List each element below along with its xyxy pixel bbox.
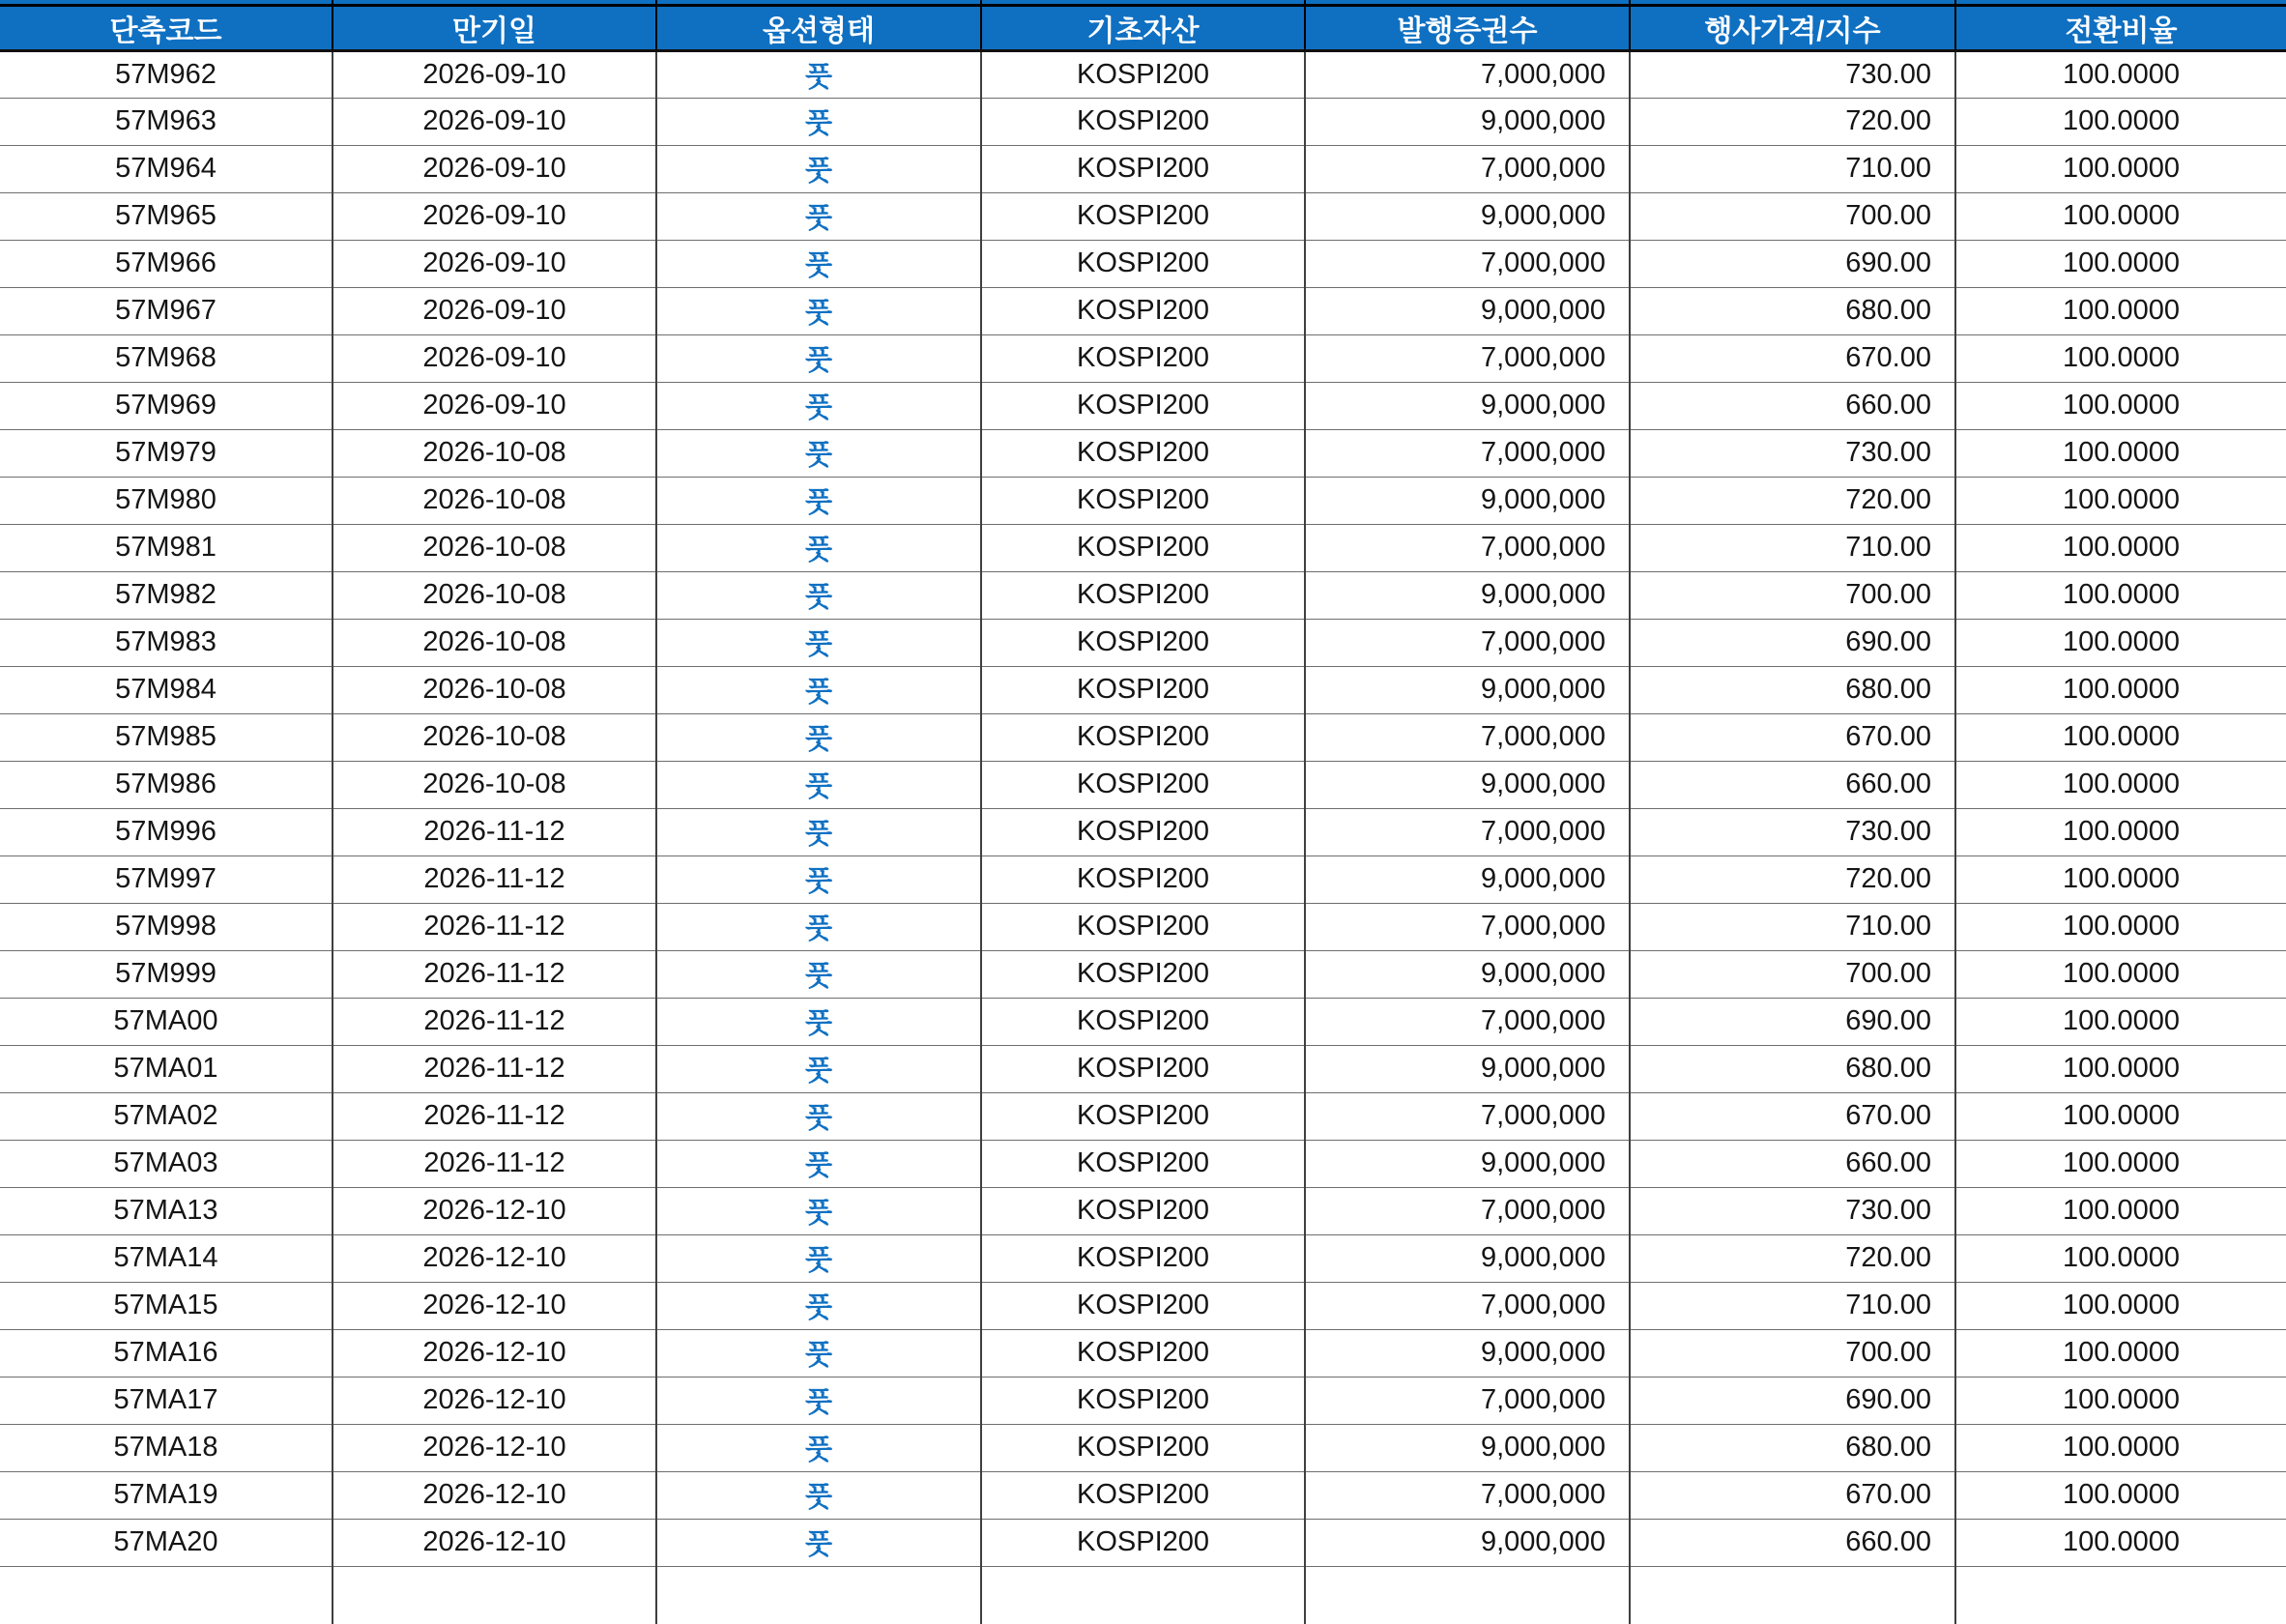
cell-code: 57M986	[0, 761, 333, 808]
table-row[interactable]	[0, 571, 2286, 619]
cell-code: 57MA14	[0, 1234, 333, 1282]
table-header-row	[0, 5, 2286, 50]
col-header-option-type: 옵션형태	[656, 5, 981, 50]
empty-cell	[981, 1566, 1305, 1624]
col-header-issued: 발행증권수	[1305, 5, 1630, 50]
cell-ratio: 100.0000	[1955, 950, 2286, 998]
table-row[interactable]	[0, 477, 2286, 524]
cell-strike: 720.00	[1630, 856, 1955, 903]
cell-strike: 730.00	[1630, 808, 1955, 856]
table-row[interactable]	[0, 1092, 2286, 1140]
table-row[interactable]	[0, 903, 2286, 950]
cell-underlying: KOSPI200	[981, 1140, 1305, 1187]
cell-code: 57M982	[0, 571, 333, 619]
table-row[interactable]	[0, 1234, 2286, 1282]
cell-code: 57MA18	[0, 1424, 333, 1471]
cell-ratio: 100.0000	[1955, 287, 2286, 334]
cell-code: 57M968	[0, 334, 333, 382]
cell-code: 57M980	[0, 477, 333, 524]
cell-maturity: 2026-09-10	[333, 145, 656, 192]
cell-issued: 7,000,000	[1305, 808, 1630, 856]
cell-issued: 9,000,000	[1305, 950, 1630, 998]
cell-underlying: KOSPI200	[981, 666, 1305, 713]
table-row[interactable]	[0, 950, 2286, 998]
empty-table-row	[0, 1566, 2286, 1624]
table-row[interactable]	[0, 50, 2286, 98]
cell-issued: 7,000,000	[1305, 145, 1630, 192]
cell-code: 57M962	[0, 50, 333, 98]
cell-ratio: 100.0000	[1955, 619, 2286, 666]
cell-underlying: KOSPI200	[981, 1471, 1305, 1519]
cell-ratio: 100.0000	[1955, 1329, 2286, 1377]
cell-ratio: 100.0000	[1955, 1471, 2286, 1519]
cell-option-type: 풋	[656, 1282, 981, 1329]
cell-option-type: 풋	[656, 666, 981, 713]
cell-issued: 9,000,000	[1305, 666, 1630, 713]
cell-issued: 7,000,000	[1305, 1092, 1630, 1140]
cell-strike: 670.00	[1630, 1471, 1955, 1519]
empty-cell	[656, 1566, 981, 1624]
cell-strike: 690.00	[1630, 1377, 1955, 1424]
cell-strike: 680.00	[1630, 1045, 1955, 1092]
cell-maturity: 2026-12-10	[333, 1519, 656, 1566]
cell-option-type: 풋	[656, 334, 981, 382]
cell-strike: 710.00	[1630, 903, 1955, 950]
cell-option-type: 풋	[656, 1045, 981, 1092]
cell-strike: 690.00	[1630, 240, 1955, 287]
cell-underlying: KOSPI200	[981, 619, 1305, 666]
cell-underlying: KOSPI200	[981, 713, 1305, 761]
cell-maturity: 2026-12-10	[333, 1234, 656, 1282]
cell-code: 57MA17	[0, 1377, 333, 1424]
cell-option-type: 풋	[656, 808, 981, 856]
empty-cell	[1305, 1566, 1630, 1624]
table-row[interactable]	[0, 524, 2286, 571]
cell-strike: 700.00	[1630, 1329, 1955, 1377]
cell-underlying: KOSPI200	[981, 50, 1305, 98]
cell-issued: 9,000,000	[1305, 1329, 1630, 1377]
cell-ratio: 100.0000	[1955, 98, 2286, 145]
cell-issued: 7,000,000	[1305, 524, 1630, 571]
empty-cell	[1630, 1566, 1955, 1624]
cell-code: 57MA01	[0, 1045, 333, 1092]
cell-option-type: 풋	[656, 240, 981, 287]
cell-code: 57M966	[0, 240, 333, 287]
cell-strike: 730.00	[1630, 1187, 1955, 1234]
cell-option-type: 풋	[656, 145, 981, 192]
table-row[interactable]	[0, 382, 2286, 429]
cell-strike: 670.00	[1630, 713, 1955, 761]
cell-code: 57MA19	[0, 1471, 333, 1519]
cell-underlying: KOSPI200	[981, 240, 1305, 287]
cell-option-type: 풋	[656, 1187, 981, 1234]
col-header-ratio: 전환비율	[1955, 5, 2286, 50]
cell-ratio: 100.0000	[1955, 382, 2286, 429]
table-row[interactable]	[0, 619, 2286, 666]
table-row[interactable]	[0, 856, 2286, 903]
cell-underlying: KOSPI200	[981, 524, 1305, 571]
cell-issued: 9,000,000	[1305, 477, 1630, 524]
cell-ratio: 100.0000	[1955, 856, 2286, 903]
cell-ratio: 100.0000	[1955, 192, 2286, 240]
cell-underlying: KOSPI200	[981, 903, 1305, 950]
cell-maturity: 2026-10-08	[333, 713, 656, 761]
cell-option-type: 풋	[656, 192, 981, 240]
cell-issued: 7,000,000	[1305, 240, 1630, 287]
cell-issued: 7,000,000	[1305, 903, 1630, 950]
cell-strike: 730.00	[1630, 429, 1955, 477]
cell-issued: 7,000,000	[1305, 619, 1630, 666]
cell-underlying: KOSPI200	[981, 334, 1305, 382]
cell-strike: 720.00	[1630, 98, 1955, 145]
cell-underlying: KOSPI200	[981, 1329, 1305, 1377]
col-header-underlying: 기초자산	[981, 5, 1305, 50]
cell-issued: 9,000,000	[1305, 1045, 1630, 1092]
cell-option-type: 풋	[656, 524, 981, 571]
cell-underlying: KOSPI200	[981, 1234, 1305, 1282]
cell-strike: 680.00	[1630, 1424, 1955, 1471]
empty-cell	[1955, 1566, 2286, 1624]
cell-option-type: 풋	[656, 1471, 981, 1519]
cell-maturity: 2026-11-12	[333, 1045, 656, 1092]
cell-ratio: 100.0000	[1955, 477, 2286, 524]
table-row[interactable]	[0, 287, 2286, 334]
cell-ratio: 100.0000	[1955, 334, 2286, 382]
col-header-maturity: 만기일	[333, 5, 656, 50]
cell-maturity: 2026-10-08	[333, 429, 656, 477]
cell-code: 57M979	[0, 429, 333, 477]
cell-maturity: 2026-09-10	[333, 382, 656, 429]
cell-issued: 7,000,000	[1305, 50, 1630, 98]
table-body	[0, 50, 2286, 1624]
cell-strike: 700.00	[1630, 950, 1955, 998]
cell-option-type: 풋	[656, 98, 981, 145]
cell-ratio: 100.0000	[1955, 1234, 2286, 1282]
cell-strike: 730.00	[1630, 50, 1955, 98]
cell-code: 57MA13	[0, 1187, 333, 1234]
cell-ratio: 100.0000	[1955, 808, 2286, 856]
cell-underlying: KOSPI200	[981, 808, 1305, 856]
cell-issued: 9,000,000	[1305, 856, 1630, 903]
cell-strike: 700.00	[1630, 192, 1955, 240]
cell-strike: 670.00	[1630, 334, 1955, 382]
cell-issued: 9,000,000	[1305, 1519, 1630, 1566]
cell-maturity: 2026-09-10	[333, 240, 656, 287]
table-row[interactable]	[0, 145, 2286, 192]
empty-cell	[0, 1566, 333, 1624]
cell-issued: 9,000,000	[1305, 192, 1630, 240]
cell-issued: 7,000,000	[1305, 1471, 1630, 1519]
cell-strike: 710.00	[1630, 145, 1955, 192]
cell-maturity: 2026-12-10	[333, 1329, 656, 1377]
cell-maturity: 2026-10-08	[333, 761, 656, 808]
cell-option-type: 풋	[656, 1519, 981, 1566]
col-header-code: 단축코드	[0, 5, 333, 50]
cell-code: 57MA15	[0, 1282, 333, 1329]
cell-ratio: 100.0000	[1955, 1519, 2286, 1566]
cell-strike: 690.00	[1630, 998, 1955, 1045]
cell-strike: 710.00	[1630, 1282, 1955, 1329]
cell-issued: 9,000,000	[1305, 1424, 1630, 1471]
cell-underlying: KOSPI200	[981, 1424, 1305, 1471]
cell-option-type: 풋	[656, 619, 981, 666]
cell-maturity: 2026-09-10	[333, 98, 656, 145]
cell-underlying: KOSPI200	[981, 571, 1305, 619]
cell-ratio: 100.0000	[1955, 666, 2286, 713]
cell-code: 57M964	[0, 145, 333, 192]
table-row[interactable]	[0, 1519, 2286, 1566]
table-row[interactable]	[0, 1282, 2286, 1329]
cell-code: 57MA02	[0, 1092, 333, 1140]
cell-underlying: KOSPI200	[981, 1282, 1305, 1329]
cell-issued: 9,000,000	[1305, 287, 1630, 334]
cell-maturity: 2026-12-10	[333, 1187, 656, 1234]
cell-underlying: KOSPI200	[981, 998, 1305, 1045]
cell-option-type: 풋	[656, 382, 981, 429]
table-row[interactable]	[0, 192, 2286, 240]
cell-maturity: 2026-11-12	[333, 856, 656, 903]
table-row[interactable]	[0, 1140, 2286, 1187]
cell-option-type: 풋	[656, 713, 981, 761]
cell-strike: 710.00	[1630, 524, 1955, 571]
cell-underlying: KOSPI200	[981, 192, 1305, 240]
cell-strike: 720.00	[1630, 1234, 1955, 1282]
cell-strike: 690.00	[1630, 619, 1955, 666]
cell-option-type: 풋	[656, 1140, 981, 1187]
cell-issued: 7,000,000	[1305, 713, 1630, 761]
cell-strike: 720.00	[1630, 477, 1955, 524]
table-row[interactable]	[0, 334, 2286, 382]
cell-maturity: 2026-09-10	[333, 50, 656, 98]
cell-maturity: 2026-12-10	[333, 1377, 656, 1424]
table-row[interactable]	[0, 761, 2286, 808]
cell-ratio: 100.0000	[1955, 50, 2286, 98]
cell-ratio: 100.0000	[1955, 1140, 2286, 1187]
cell-underlying: KOSPI200	[981, 98, 1305, 145]
cell-issued: 7,000,000	[1305, 1187, 1630, 1234]
cell-maturity: 2026-11-12	[333, 998, 656, 1045]
cell-maturity: 2026-09-10	[333, 192, 656, 240]
cell-code: 57M998	[0, 903, 333, 950]
cell-ratio: 100.0000	[1955, 571, 2286, 619]
cell-ratio: 100.0000	[1955, 145, 2286, 192]
cell-maturity: 2026-11-12	[333, 1140, 656, 1187]
cell-ratio: 100.0000	[1955, 1187, 2286, 1234]
cell-code: 57M999	[0, 950, 333, 998]
cell-code: 57MA00	[0, 998, 333, 1045]
cell-code: 57M967	[0, 287, 333, 334]
cell-ratio: 100.0000	[1955, 1092, 2286, 1140]
cell-option-type: 풋	[656, 998, 981, 1045]
cell-option-type: 풋	[656, 429, 981, 477]
cell-issued: 9,000,000	[1305, 1140, 1630, 1187]
cell-ratio: 100.0000	[1955, 240, 2286, 287]
cell-ratio: 100.0000	[1955, 1377, 2286, 1424]
cell-maturity: 2026-12-10	[333, 1424, 656, 1471]
cell-ratio: 100.0000	[1955, 524, 2286, 571]
cell-ratio: 100.0000	[1955, 1424, 2286, 1471]
cell-option-type: 풋	[656, 1424, 981, 1471]
cell-option-type: 풋	[656, 477, 981, 524]
cell-option-type: 풋	[656, 761, 981, 808]
cell-underlying: KOSPI200	[981, 1519, 1305, 1566]
cell-issued: 9,000,000	[1305, 571, 1630, 619]
cell-maturity: 2026-12-10	[333, 1282, 656, 1329]
cell-ratio: 100.0000	[1955, 713, 2286, 761]
cell-strike: 660.00	[1630, 1519, 1955, 1566]
cell-strike: 670.00	[1630, 1092, 1955, 1140]
cell-underlying: KOSPI200	[981, 950, 1305, 998]
cell-underlying: KOSPI200	[981, 382, 1305, 429]
cell-underlying: KOSPI200	[981, 761, 1305, 808]
cell-strike: 700.00	[1630, 571, 1955, 619]
cell-maturity: 2026-11-12	[333, 1092, 656, 1140]
cell-maturity: 2026-10-08	[333, 619, 656, 666]
cell-issued: 7,000,000	[1305, 429, 1630, 477]
table-row[interactable]	[0, 1377, 2286, 1424]
cell-code: 57M996	[0, 808, 333, 856]
cell-code: 57M983	[0, 619, 333, 666]
cell-underlying: KOSPI200	[981, 429, 1305, 477]
cell-issued: 9,000,000	[1305, 98, 1630, 145]
cell-maturity: 2026-09-10	[333, 334, 656, 382]
cell-issued: 7,000,000	[1305, 1282, 1630, 1329]
cell-option-type: 풋	[656, 571, 981, 619]
cell-strike: 660.00	[1630, 1140, 1955, 1187]
cell-option-type: 풋	[656, 903, 981, 950]
table-row[interactable]	[0, 240, 2286, 287]
cell-ratio: 100.0000	[1955, 429, 2286, 477]
cell-maturity: 2026-10-08	[333, 524, 656, 571]
cell-maturity: 2026-10-08	[333, 666, 656, 713]
table-row[interactable]	[0, 998, 2286, 1045]
cell-ratio: 100.0000	[1955, 998, 2286, 1045]
table-row[interactable]	[0, 98, 2286, 145]
cell-code: 57MA20	[0, 1519, 333, 1566]
table-row[interactable]	[0, 713, 2286, 761]
cell-underlying: KOSPI200	[981, 856, 1305, 903]
cell-code: 57M963	[0, 98, 333, 145]
cell-underlying: KOSPI200	[981, 1045, 1305, 1092]
cell-code: 57MA16	[0, 1329, 333, 1377]
cell-issued: 9,000,000	[1305, 382, 1630, 429]
cell-maturity: 2026-10-08	[333, 477, 656, 524]
cell-code: 57MA03	[0, 1140, 333, 1187]
cell-code: 57M981	[0, 524, 333, 571]
cell-option-type: 풋	[656, 50, 981, 98]
cell-option-type: 풋	[656, 1377, 981, 1424]
table-row[interactable]	[0, 808, 2286, 856]
empty-cell	[333, 1566, 656, 1624]
cell-code: 57M965	[0, 192, 333, 240]
cell-issued: 9,000,000	[1305, 761, 1630, 808]
cell-code: 57M984	[0, 666, 333, 713]
table-row[interactable]	[0, 1329, 2286, 1377]
col-header-strike: 행사가격/지수	[1630, 5, 1955, 50]
cell-underlying: KOSPI200	[981, 1187, 1305, 1234]
cell-option-type: 풋	[656, 950, 981, 998]
table-row[interactable]	[0, 1471, 2286, 1519]
cell-issued: 7,000,000	[1305, 1377, 1630, 1424]
cell-maturity: 2026-10-08	[333, 571, 656, 619]
cell-option-type: 풋	[656, 1092, 981, 1140]
cell-ratio: 100.0000	[1955, 1045, 2286, 1092]
cell-maturity: 2026-11-12	[333, 808, 656, 856]
cell-strike: 660.00	[1630, 382, 1955, 429]
table-row[interactable]	[0, 1187, 2286, 1234]
cell-option-type: 풋	[656, 1234, 981, 1282]
table-row[interactable]	[0, 1424, 2286, 1471]
cell-maturity: 2026-12-10	[333, 1471, 656, 1519]
table-row[interactable]	[0, 666, 2286, 713]
cell-underlying: KOSPI200	[981, 477, 1305, 524]
cell-code: 57M997	[0, 856, 333, 903]
cell-issued: 7,000,000	[1305, 334, 1630, 382]
cell-maturity: 2026-11-12	[333, 950, 656, 998]
cell-strike: 680.00	[1630, 666, 1955, 713]
cell-ratio: 100.0000	[1955, 761, 2286, 808]
table-row[interactable]	[0, 429, 2286, 477]
cell-code: 57M985	[0, 713, 333, 761]
cell-ratio: 100.0000	[1955, 1282, 2286, 1329]
cell-ratio: 100.0000	[1955, 903, 2286, 950]
cell-maturity: 2026-11-12	[333, 903, 656, 950]
cell-option-type: 풋	[656, 1329, 981, 1377]
cell-underlying: KOSPI200	[981, 1377, 1305, 1424]
cell-underlying: KOSPI200	[981, 145, 1305, 192]
cell-strike: 660.00	[1630, 761, 1955, 808]
cell-option-type: 풋	[656, 856, 981, 903]
cell-strike: 680.00	[1630, 287, 1955, 334]
cell-issued: 7,000,000	[1305, 998, 1630, 1045]
cell-underlying: KOSPI200	[981, 287, 1305, 334]
cell-code: 57M969	[0, 382, 333, 429]
table-row[interactable]	[0, 1045, 2286, 1092]
cell-underlying: KOSPI200	[981, 1092, 1305, 1140]
cell-option-type: 풋	[656, 287, 981, 334]
cell-maturity: 2026-09-10	[333, 287, 656, 334]
cell-issued: 9,000,000	[1305, 1234, 1630, 1282]
